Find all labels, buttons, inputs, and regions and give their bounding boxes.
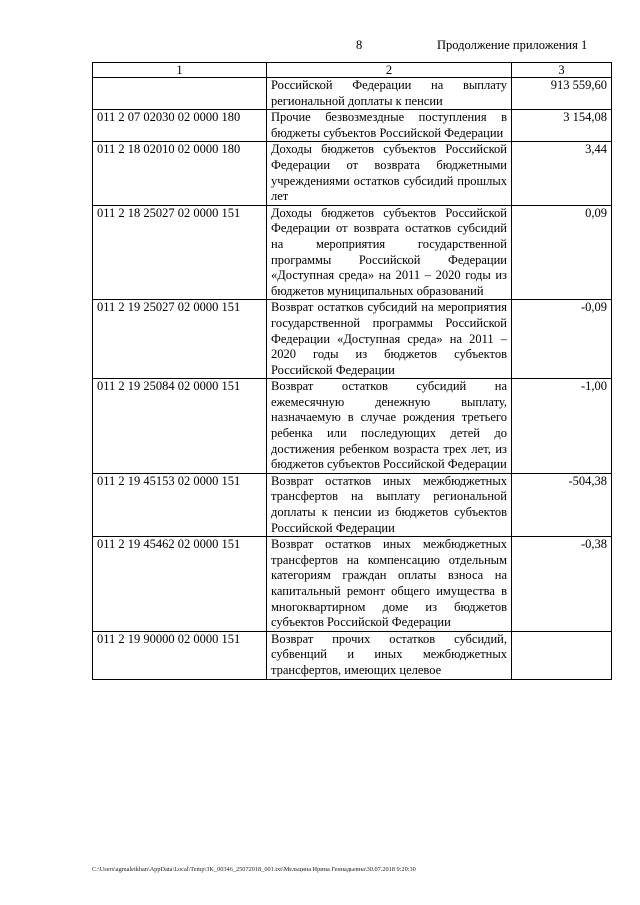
amount-value: -0,09 — [512, 300, 612, 379]
table-row — [93, 78, 612, 110]
budget-code: 011 2 07 02030 02 0000 180 — [93, 110, 267, 142]
amount-value: 913 559,60 — [512, 78, 612, 110]
budget-code — [93, 78, 267, 110]
budget-code: 011 2 19 25027 02 0000 151 — [93, 300, 267, 379]
table-row — [93, 300, 612, 379]
amount-value: -504,38 — [512, 473, 612, 536]
amount-value — [512, 631, 612, 679]
revenue-table — [92, 62, 612, 680]
revenue-description: Возврат прочих остатков субсидий, субвенций и иных межбюджетных трансфертов, имеющих целевое — [267, 631, 512, 679]
budget-code: 011 2 19 45462 02 0000 151 — [93, 537, 267, 632]
column-header: 2 — [267, 63, 512, 78]
column-header: 1 — [93, 63, 267, 78]
revenue-description: Российской Федерации на выплату региональной доплаты к пенсии — [267, 78, 512, 110]
amount-value: 0,09 — [512, 205, 612, 300]
table-row — [93, 205, 612, 300]
column-header: 3 — [512, 63, 612, 78]
revenue-description: Доходы бюджетов субъектов Российской Федерации от возврата остатков субсидий на мероприятия государственной программы Российской Федерации «Доступная среда» на 2011 – 2020 годы из бюджетов муниципальных образований — [267, 205, 512, 300]
revenue-description: Прочие безвозмездные поступления в бюджеты субъектов Российской Федерации — [267, 110, 512, 142]
revenue-description: Доходы бюджетов субъектов Российской Федерации от возврата бюджетными учреждениями остатков субсидий прошлых лет — [267, 142, 512, 205]
revenue-description: Возврат остатков иных межбюджетных трансфертов на выплату региональной доплаты к пенсии из бюджетов субъектов Российской Федерации — [267, 473, 512, 536]
revenue-description: Возврат остатков субсидий на ежемесячную денежную выплату, назначаемую в случае рождения третьего ребенка или последующих детей до достижения ребенком возраста трех лет, из бюджетов субъектов Российской Федерации — [267, 379, 512, 474]
revenue-description: Возврат остатков иных межбюджетных трансфертов на компенсацию отдельным категориям граждан оплаты взноса на капитальный ремонт общего имущества в многоквартирном доме из бюджетов субъектов Российской Федерации — [267, 537, 512, 632]
file-path-footer: C:\Users\agmaleikhan\AppData\Local\Temp\3K_00346_25072018_001.txt\Мельцина Ирина Геннадьевна\30.07.2018 9:20:30 — [92, 866, 416, 873]
table-row — [93, 631, 612, 679]
amount-value: 3 154,08 — [512, 110, 612, 142]
table-row — [93, 379, 612, 474]
budget-code: 011 2 19 45153 02 0000 151 — [93, 473, 267, 536]
continuation-caption: Продолжение приложения 1 — [437, 38, 588, 52]
table-row — [93, 473, 612, 536]
budget-code: 011 2 19 90000 02 0000 151 — [93, 631, 267, 679]
table-header-row — [93, 63, 612, 78]
budget-code: 011 2 18 25027 02 0000 151 — [93, 205, 267, 300]
table-row — [93, 537, 612, 632]
budget-code: 011 2 18 02010 02 0000 180 — [93, 142, 267, 205]
revenue-description: Возврат остатков субсидий на мероприятия государственной программы Российской Федерации «Доступная среда» на 2011 – 2020 годы из бюджетов субъектов Российской Федерации — [267, 300, 512, 379]
amount-value: 3,44 — [512, 142, 612, 205]
amount-value: -1,00 — [512, 379, 612, 474]
amount-value: -0,38 — [512, 537, 612, 632]
page-number: 8 — [356, 38, 363, 52]
table-row — [93, 110, 612, 142]
table-row — [93, 142, 612, 205]
budget-code: 011 2 19 25084 02 0000 151 — [93, 379, 267, 474]
